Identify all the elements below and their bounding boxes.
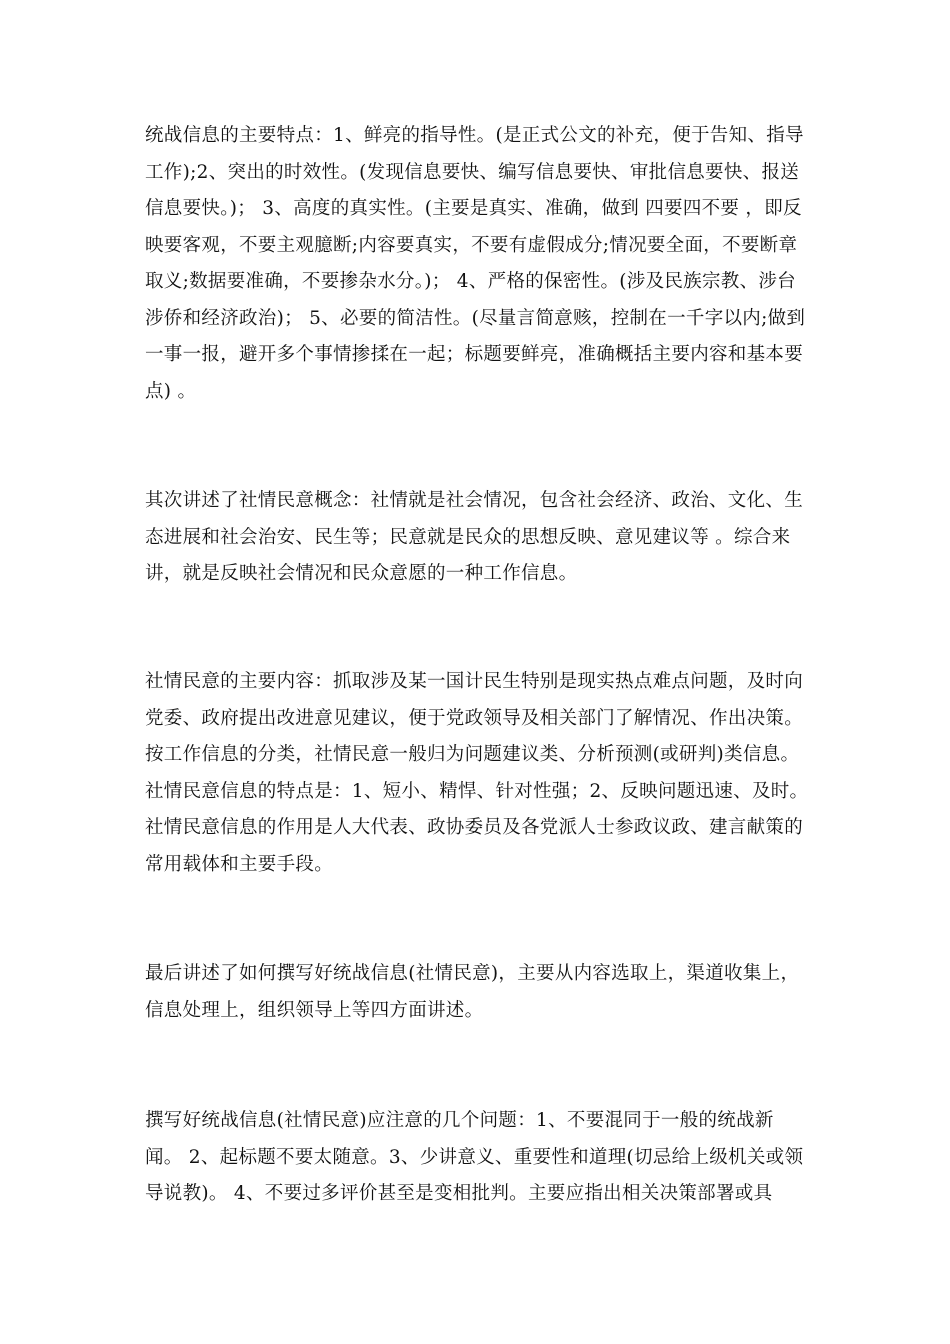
paragraph-writing-issues: 撰写好统战信息(社情民意)应注意的几个问题：1、不要混同于一般的统战新闻。 2、起标题不要太随意。3、少讲意义、重要性和道理(切忌给上级机关或领导说教)。 4、不要过多评价甚至是变相批判。主要应指出相关决策部署或具 — [145, 1110, 804, 1204]
paragraph-united-front-info-features: 统战信息的主要特点：1、鲜亮的指导性。(是正式公文的补充，便于告知、指导工作);2、突出的时效性。(发现信息要快、编写信息要快、审批信息要快、报送信息要快。)； 3、高度的真实性。(主要是真实、准确，做到 四要四不要 ，即反映要客观，不要主观臆断;内容要真实，不要有虚假成分;情况要全面，不要断章取义;数据要准确，不要掺杂水分。)； 4、严格的保密性。(涉及民族宗教、涉台涉侨和经济政治)； 5、必要的简洁性。(尽量言简意赅，控制在一千字以内;做到一事一报，避开多个事情掺揉在一起；标题要鲜亮，准确概括主要内容和基本要点) 。 — [145, 125, 806, 402]
paragraph-public-opinion-concept: 其次讲述了社情民意概念：社情就是社会情况，包含社会经济、政治、文化、生态进展和社会治安、民生等；民意就是民众的思想反映、意见建议等 。综合来讲，就是反映社会情况和民众意愿的一种工作信息。 — [145, 490, 804, 584]
paragraph-public-opinion-content: 社情民意的主要内容：抓取涉及某一国计民生特别是现实热点难点问题，及时向党委、政府提出改进意见建议，便于党政领导及相关部门了解情况、作出决策。按工作信息的分类，社情民意一般归为问题建议类、分析预测(或研判)类信息。社情民意信息的特点是：1、短小、精悍、针对性强；2、反映问题迅速、及时。社情民意信息的作用是人大代表、政协委员及各党派人士参政议政、建言献策的常用载体和主要手段。 — [145, 671, 809, 875]
paragraph-how-to-write: 最后讲述了如何撰写好统战信息(社情民意)，主要从内容选取上，渠道收集上，信息处理上，组织领导上等四方面讲述。 — [145, 963, 800, 1021]
